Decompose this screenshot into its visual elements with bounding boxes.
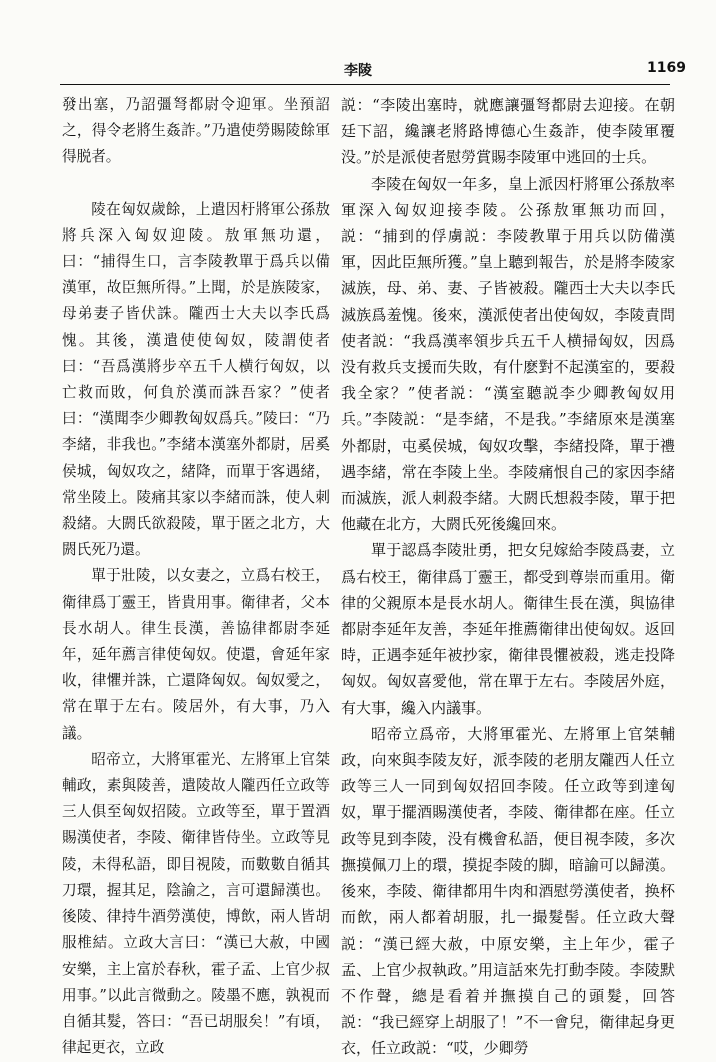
paragraph: 發出塞，乃詔彊弩都尉令迎軍。坐預詔之，得令老將生姦詐。”乃遣使勞賜陵餘軍得脱者。 <box>62 96 330 166</box>
page-header <box>20 54 696 84</box>
paragraph: 單于認爲李陵壯勇，把女兒嫁給李陵爲妻，立爲右校王，衛律爲丁靈王，都受到尊崇而重用。衛律的父親原本是長水胡人。衛律生長在漢，與協律都尉李延年友善，李延年推薦衛律出使匈奴。返回時，正遇李延年被抄家，衛律畏懼被殺，逃走投降匈奴。匈奴喜愛他，常在單于左右。李陵居外庭，有大事，纔入内議事。 <box>341 541 675 717</box>
paragraph: 單于壯陵，以女妻之，立爲右校王，衛律爲丁靈王，皆貴用事。衛律者，父本長水胡人。律生長漢，善協律都尉李延年，延年薦言律使匈奴。使還，會延年家收，律懼并誅，亡還降匈奴。匈奴愛之，常在單于左右。陵居外，有大事，乃入議。 <box>62 567 330 742</box>
translation-column <box>341 92 675 1062</box>
paragraph: 陵在匈奴歲餘，上遣因杅將軍公孫敖將兵深入匈奴迎陵。敖軍無功還，曰：“捕得生口，言李陵教單于爲兵以備漢軍，故臣無所得。”上聞，於是族陵家，母弟妻子皆伏誅。隴西士大夫以李氏爲愧。其後，漢遣使使匈奴，陵謂使者曰：“吾爲漢將步卒五千人横行匈奴，以亡救而敗，何負於漢而誅吾家？”使者曰：“漢聞李少卿教匈奴爲兵。”陵曰：“乃李緒，非我也。”李緒本漢塞外都尉，居奚侯城，匈奴攻之，緒降，而單于客遇緒，常坐陵上。陵痛其家以李緒而誅，使人刺殺緒。大閼氏欲殺陵，單于匿之北方，大閼氏死乃還。 <box>62 200 330 559</box>
paragraph: 李陵在匈奴一年多，皇上派因杅將軍公孫敖率軍深入匈奴迎接李陵。公孫敖軍無功而回，説：“捕到的俘虜説：李陵教單于用兵以防備漢軍，因此臣無所獲。”皇上聽到報告，於是將李陵家滅族，母、弟、妻、子皆被殺。隴西士大夫以李氏滅族爲羞愧。後來，漢派使者出使匈奴，李陵責問使者説：“我爲漢率領步兵五千人横掃匈奴，因爲没有救兵支援而失敗，有什麽對不起漢室的，要殺我全家？”使者説：“漢室聽説李少卿教匈奴用兵。”李陵説：“是李緒，不是我。”李緒原來是漢塞外都尉，屯奚侯城，匈奴攻擊，李緒投降，單于禮遇李緒，常在李陵上坐。李陵痛恨自己的家因李緒而滅族，派人刺殺李緒。大閼氏想殺李陵，單于把他藏在北方，大閼氏死後纔回來。 <box>341 174 675 534</box>
paragraph: 昭帝立，大將軍霍光、左將軍上官桀輔政，素與陵善，遣陵故人隴西任立政等三人俱至匈奴招陵。立政等至，單于置酒賜漢使者，李陵、衛律皆侍坐。立政等見陵，未得私語，即目視陵，而數數自循其刀環，握其足，陰諭之，言可還歸漢也。後陵、律持牛酒勞漢使，博飲，兩人皆胡服椎結。立政大言曰：“漢已大赦，中國安樂，主上富於春秋，霍子孟、上官少叔用事。”以此言微動之。陵墨不應，孰視而自循其髮，答曰：“吾已胡服矣！”有頃，律起更衣，立政 <box>62 750 330 1057</box>
running-title: 李陵 <box>344 63 372 79</box>
paragraph: 昭帝立爲帝，大將軍霍光、左將軍上官桀輔政，向來與李陵友好，派李陵的老朋友隴西人任立政等三人一同到匈奴招回李陵。任立政等到達匈奴，單于擺酒賜漢使者，李陵、衛律都在座。任立政等見到李陵，没有機會私語，便目視李陵，多次撫摸佩刀上的環，摸捉李陵的脚，暗諭可以歸漢。後來，李陵、衛律都用牛肉和酒慰勞漢使者，换杯而飲，兩人都着胡服，扎一撮髮髻。任立政大聲説：“漢已經大赦，中原安樂，主上年少，霍子孟、上官少叔執政。”用這話來先打動李陵。李陵默不作聲，總是看着并撫摸自己的頭髮，回答説：“我已經穿上胡服了！”不一會兒，衛律起身更衣，任立政説：“哎，少卿勞 <box>341 724 675 1058</box>
classical-text-column <box>62 92 330 1061</box>
header-rule <box>60 84 670 85</box>
paragraph: 説：“李陵出塞時，就應讓彊弩都尉去迎接。在朝廷下詔，纔讓老將路博德心生姦詐，使李陵軍覆没。”於是派使者慰勞賞賜李陵軍中逃回的士兵。 <box>341 96 675 167</box>
page-number: 1169 <box>647 60 686 76</box>
